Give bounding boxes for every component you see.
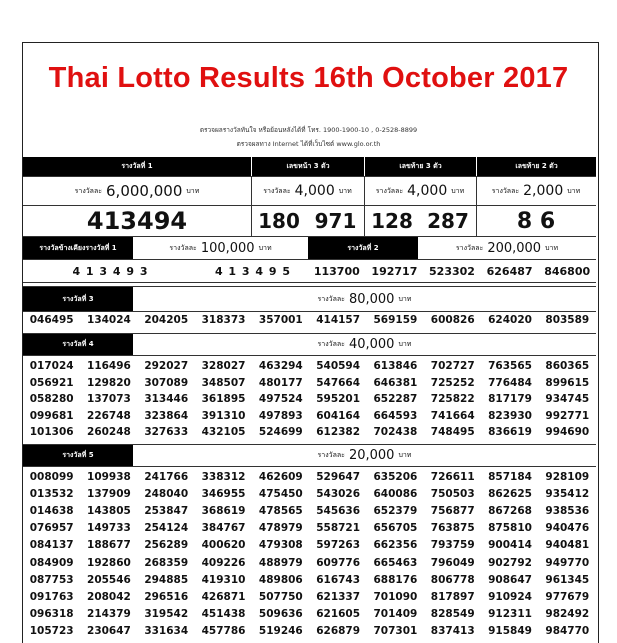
prize5-number: 478979 <box>258 522 303 535</box>
last2-label-text: เลขท้าย 2 ตัว <box>515 162 558 170</box>
prize2-number: 626487 <box>486 264 533 278</box>
prize5-number: 109938 <box>87 471 131 483</box>
prize4-number: 776484 <box>488 376 532 389</box>
prize5-number: 726611 <box>430 471 475 483</box>
prize5-number: 662356 <box>373 539 418 552</box>
prize4-number: 056921 <box>29 376 74 389</box>
prize5-row <box>23 488 596 500</box>
prize5-number: 756877 <box>430 505 475 518</box>
prize5-number: 796049 <box>430 556 475 569</box>
prize5-number: 096318 <box>29 607 74 620</box>
prize5-number: 149733 <box>87 522 131 535</box>
prize5-number: 462609 <box>258 471 303 483</box>
prize4-number: 994690 <box>545 426 590 438</box>
prize5-number: 409226 <box>201 556 246 569</box>
prize5-number: 091763 <box>29 590 74 603</box>
prize5-number: 984770 <box>545 624 590 637</box>
prize5-number: 331634 <box>144 624 189 637</box>
near-prize-label-text: รางวัลข้างเคียงรางวัลที่ 1 <box>39 243 117 252</box>
front3-label-text: เลขหน้า 3 ตัว <box>286 162 330 170</box>
prize5-number: 248040 <box>144 488 189 501</box>
prize5-number: 479308 <box>258 539 303 552</box>
amount-value: 4,000 <box>407 183 448 199</box>
prize5-row <box>23 625 596 637</box>
prize5-amount <box>133 445 596 466</box>
prize4-number: 361895 <box>201 393 246 405</box>
prize2-amount <box>418 237 596 259</box>
prize3-number: 357001 <box>258 314 303 326</box>
prize5-number: 912311 <box>488 607 532 620</box>
amount-prefix: รางวัลละ <box>317 294 345 303</box>
page-title: Thai Lotto Results 16th October 2017 <box>48 62 569 94</box>
prize4-number: 823930 <box>488 409 532 422</box>
prize5-number: 621337 <box>316 590 361 603</box>
prize5-number: 076957 <box>29 522 74 535</box>
amount-value: 6,000,000 <box>106 182 183 200</box>
prize4-number: 323864 <box>144 409 189 422</box>
prize4-number: 307089 <box>144 376 189 389</box>
prize4-number: 497893 <box>258 409 303 422</box>
prize4-number: 613846 <box>373 360 418 372</box>
prize4-number: 934745 <box>545 393 590 405</box>
prize5-number: 419310 <box>201 573 246 586</box>
front3-number-b: 971 <box>314 209 357 233</box>
prize4-number: 327633 <box>144 426 189 438</box>
prize5-number: 763875 <box>430 522 475 535</box>
amount-prefix: รางวัลละ <box>455 243 484 252</box>
prize5-number: 087753 <box>29 573 74 586</box>
amount-value: 2,000 <box>523 183 564 199</box>
prize5-number: 910924 <box>488 590 532 603</box>
prize5-number: 806778 <box>430 573 475 586</box>
prize5-number: 875810 <box>488 522 532 535</box>
prize5-number: 928109 <box>545 471 590 483</box>
prize4-number: 017024 <box>29 360 74 372</box>
prize5-number: 867268 <box>488 505 532 518</box>
prize4-number: 741664 <box>430 409 475 422</box>
prize5-number: 400620 <box>201 539 246 552</box>
prize5-row <box>23 539 596 551</box>
amount-unit: บาท <box>338 186 352 195</box>
amount-value: 200,000 <box>487 240 542 256</box>
prize5-number: 014638 <box>29 505 74 518</box>
prize4-number: 540594 <box>316 360 361 372</box>
prize5-number: 256289 <box>144 539 189 552</box>
prize5-number: 253847 <box>144 505 189 518</box>
prize4-row <box>23 377 596 389</box>
prize4-number: 480177 <box>258 376 303 389</box>
prize4-number: 817179 <box>488 393 532 405</box>
prize4-number: 748495 <box>430 426 475 438</box>
prize4-number: 463294 <box>258 360 303 372</box>
near-prize-label <box>23 237 133 259</box>
prize5-number: 008099 <box>29 471 74 483</box>
amount-value: 100,000 <box>200 240 255 256</box>
prize1-number: 413494 <box>86 207 188 235</box>
amount-value: 20,000 <box>348 448 395 463</box>
prize5-number: 507750 <box>258 590 303 603</box>
prize4-number: 432105 <box>201 426 246 438</box>
last2-number: 8 6 <box>516 208 556 234</box>
prize3-number: 134024 <box>87 314 131 326</box>
last3-amount <box>364 177 476 205</box>
amount-prefix: รางวัลละ <box>169 243 197 252</box>
prize2-numbers <box>308 260 596 282</box>
last3-number-b: 287 <box>427 209 469 233</box>
prize5-number: 707301 <box>373 624 418 637</box>
prize5-number: 935412 <box>545 488 590 501</box>
prize4-number: 058280 <box>29 393 74 405</box>
prize5-number: 688176 <box>373 573 418 586</box>
prize4-number: 860365 <box>545 360 590 372</box>
amount-value: 80,000 <box>348 291 395 307</box>
prize3-number: 318373 <box>201 314 246 326</box>
prize5-number: 509636 <box>258 607 303 620</box>
amount-unit: บาท <box>398 340 412 348</box>
amount-value: 40,000 <box>348 337 395 352</box>
prize5-number: 543026 <box>316 488 361 501</box>
prize5-number: 268359 <box>144 556 189 569</box>
prize5-number: 609776 <box>316 556 361 569</box>
prize3-number: 569159 <box>373 314 418 326</box>
front3-label <box>251 157 364 176</box>
prize5-number: 451438 <box>201 607 246 620</box>
prize5-number: 529647 <box>316 471 361 483</box>
prize5-number: 188677 <box>87 539 131 552</box>
prize5-number: 084137 <box>29 539 74 552</box>
prize5-label <box>23 445 133 466</box>
prize4-number: 992771 <box>545 409 590 422</box>
prize3-amount <box>133 287 596 311</box>
prize3-number: 204205 <box>144 314 189 326</box>
prize1-label-text: รางวัลที่ 1 <box>121 162 153 170</box>
prize5-number: 656705 <box>373 522 418 535</box>
prize5-number: 900414 <box>488 539 532 552</box>
prize5-number: 616743 <box>316 573 361 586</box>
amount-unit: บาท <box>398 294 412 303</box>
amount-prefix: รางวัลละ <box>491 186 520 195</box>
prize5-number: 750503 <box>430 488 475 501</box>
prize5-number: 192860 <box>87 556 131 569</box>
prize4-number: 292027 <box>144 360 189 372</box>
prize5-row <box>23 557 596 569</box>
prize3-row <box>23 314 596 326</box>
near-prize-amount <box>133 237 308 259</box>
prize3-number: 046495 <box>29 314 74 326</box>
prize5-number: 558721 <box>316 522 361 535</box>
prize4-number: 116496 <box>87 360 131 372</box>
prize5-number: 105723 <box>29 624 74 637</box>
prize5-number: 488979 <box>258 556 303 569</box>
prize5-number: 241766 <box>144 471 189 483</box>
amount-unit: บาท <box>186 186 200 195</box>
amount-prefix: รางวัลละ <box>375 186 404 195</box>
last2-amount <box>476 177 596 205</box>
prize1-label <box>23 157 251 176</box>
amount-prefix: รางวัลละ <box>317 340 345 348</box>
prize5-number: 862625 <box>488 488 532 501</box>
prize4-number: 595201 <box>316 393 361 405</box>
prize4-number: 226748 <box>87 409 131 422</box>
prize4-number: 260248 <box>87 426 131 438</box>
prize5-number: 626879 <box>316 624 361 637</box>
prize4-number: 612382 <box>316 426 361 438</box>
prize5-number: 519246 <box>258 624 303 637</box>
amount-prefix: รางวัลละ <box>263 186 291 195</box>
prize5-number: 294885 <box>144 573 189 586</box>
prize5-number: 961345 <box>545 573 590 586</box>
prize5-number: 254124 <box>144 522 189 535</box>
prize4-number: 702438 <box>373 426 418 438</box>
prize5-number: 982492 <box>545 607 590 620</box>
prize4-number: 391310 <box>201 409 246 422</box>
prize5-row <box>23 591 596 603</box>
prize4-row <box>23 410 596 422</box>
prize4-number: 348507 <box>201 376 246 389</box>
prize5-number: 640086 <box>373 488 418 501</box>
prize4-number: 652287 <box>373 393 418 405</box>
prize2-number: 523302 <box>429 264 475 278</box>
last2-label <box>476 157 596 176</box>
prize5-row <box>23 505 596 517</box>
prize5-row <box>23 574 596 586</box>
prize5-number: 475450 <box>258 488 303 501</box>
prize5-number: 915849 <box>488 624 532 637</box>
prize5-number: 857184 <box>488 471 532 483</box>
front3-number-a: 180 <box>258 209 300 233</box>
prize3-header <box>23 286 596 312</box>
near-number-a: 4 1 3 4 9 3 <box>72 264 149 278</box>
amount-prefix: รางวัลละ <box>317 451 345 459</box>
prize3-number: 803589 <box>545 314 590 326</box>
prize4-number: 664593 <box>373 409 418 422</box>
last3-label-text: เลขท้าย 3 ตัว <box>399 162 442 170</box>
prize2-label <box>308 237 418 259</box>
prize4-amount <box>133 334 596 355</box>
amount-value: 4,000 <box>294 183 335 199</box>
prize5-number: 940476 <box>545 522 590 535</box>
prize5-number: 384767 <box>201 522 246 535</box>
prize5-number: 652379 <box>373 505 418 518</box>
prize5-number: 949770 <box>545 556 590 569</box>
prize5-number: 296516 <box>144 590 189 603</box>
prize5-header <box>23 444 596 467</box>
prize5-row <box>23 522 596 534</box>
amount-unit: บาท <box>398 451 412 459</box>
prize5-number: 701409 <box>373 607 418 620</box>
prize4-number: 137073 <box>87 393 131 405</box>
prize5-number: 319542 <box>144 607 189 620</box>
prize5-number: 908647 <box>488 573 532 586</box>
prize4-number: 497524 <box>258 393 303 405</box>
prize5-number: 368619 <box>201 505 246 518</box>
prize1-amount <box>23 177 251 205</box>
header-line-2: ตรวจผลทาง Internet ได้ที่เว็บไซต์ www.glo.or.th <box>236 140 381 148</box>
amount-prefix: รางวัลละ <box>74 186 103 195</box>
prize5-number: 828549 <box>430 607 475 620</box>
prize4-number: 129820 <box>87 376 131 389</box>
prize3-number: 414157 <box>316 314 361 326</box>
prize4-number: 099681 <box>29 409 74 422</box>
prize3-label-text: รางวัลที่ 3 <box>62 294 94 303</box>
prize5-number: 478565 <box>258 505 303 518</box>
last3-label <box>364 157 476 176</box>
prize5-number: 701090 <box>373 590 418 603</box>
prize5-number: 230647 <box>87 624 131 637</box>
prize4-row <box>23 426 596 438</box>
prize5-number: 817897 <box>430 590 475 603</box>
prize2-number: 192717 <box>371 264 418 278</box>
amount-unit: บาท <box>451 186 465 195</box>
prize4-number: 836619 <box>488 426 532 438</box>
prize5-row <box>23 471 596 483</box>
prize5-number: 545636 <box>316 505 361 518</box>
prize5-number: 977679 <box>545 590 590 603</box>
prize4-label <box>23 334 133 355</box>
prize5-number: 084909 <box>29 556 74 569</box>
prize5-number: 214379 <box>87 607 131 620</box>
prize4-header <box>23 333 596 356</box>
prize4-number: 899615 <box>545 376 590 389</box>
prize4-number: 101306 <box>29 426 74 438</box>
amount-unit: บาท <box>545 243 559 252</box>
near-number-b: 4 1 3 4 9 5 <box>214 264 292 278</box>
prize5-number: 940481 <box>545 539 590 552</box>
prize5-label-text: รางวัลที่ 5 <box>62 451 94 459</box>
prize5-number: 457786 <box>201 624 246 637</box>
prize5-number: 137909 <box>87 488 131 501</box>
prize4-number: 646381 <box>373 376 418 389</box>
prize5-number: 621605 <box>316 607 361 620</box>
prize5-number: 205546 <box>87 573 131 586</box>
prize5-number: 426871 <box>201 590 246 603</box>
header-line-1: ตรวจผลรางวัลทันใจ หรือย้อนหลังได้ที่ โทร. 1900-1900-10 , 0-2528-8899 <box>199 126 418 134</box>
prize5-number: 597263 <box>316 539 361 552</box>
prize4-number: 725822 <box>430 393 475 405</box>
prize4-label-text: รางวัลที่ 4 <box>62 340 94 348</box>
prize4-number: 604164 <box>316 409 361 422</box>
prize5-number: 338312 <box>201 471 246 483</box>
prize4-row <box>23 360 596 372</box>
last3-number-a: 128 <box>371 209 413 233</box>
prize5-number: 938536 <box>545 505 590 518</box>
amount-unit: บาท <box>258 243 272 252</box>
prize5-number: 837413 <box>430 624 475 637</box>
prize4-number: 313446 <box>144 393 189 405</box>
prize3-number: 600826 <box>430 314 475 326</box>
front3-amount <box>251 177 364 205</box>
prize5-number: 635206 <box>373 471 418 483</box>
prize5-number: 665463 <box>373 556 418 569</box>
prize2-number: 846800 <box>544 264 591 278</box>
prize5-number: 013532 <box>29 488 74 501</box>
prize5-number: 346955 <box>201 488 246 501</box>
prize5-number: 489806 <box>258 573 303 586</box>
prize2-number: 113700 <box>313 264 360 278</box>
prize4-number: 702727 <box>430 360 475 372</box>
prize4-row <box>23 393 596 405</box>
prize4-number: 524699 <box>258 426 303 438</box>
prize4-number: 725252 <box>430 376 475 389</box>
prize5-number: 143805 <box>87 505 131 518</box>
prize5-number: 208042 <box>87 590 131 603</box>
prize2-label-text: รางวัลที่ 2 <box>347 243 379 252</box>
prize4-number: 763565 <box>488 360 532 372</box>
prize5-number: 793759 <box>430 539 475 552</box>
prize5-number: 902792 <box>488 556 532 569</box>
prize4-number: 547664 <box>316 376 361 389</box>
prize3-number: 624020 <box>488 314 532 326</box>
amount-unit: บาท <box>567 186 581 195</box>
prize5-row <box>23 608 596 620</box>
prize4-number: 328027 <box>201 360 246 372</box>
prize3-label <box>23 287 133 311</box>
